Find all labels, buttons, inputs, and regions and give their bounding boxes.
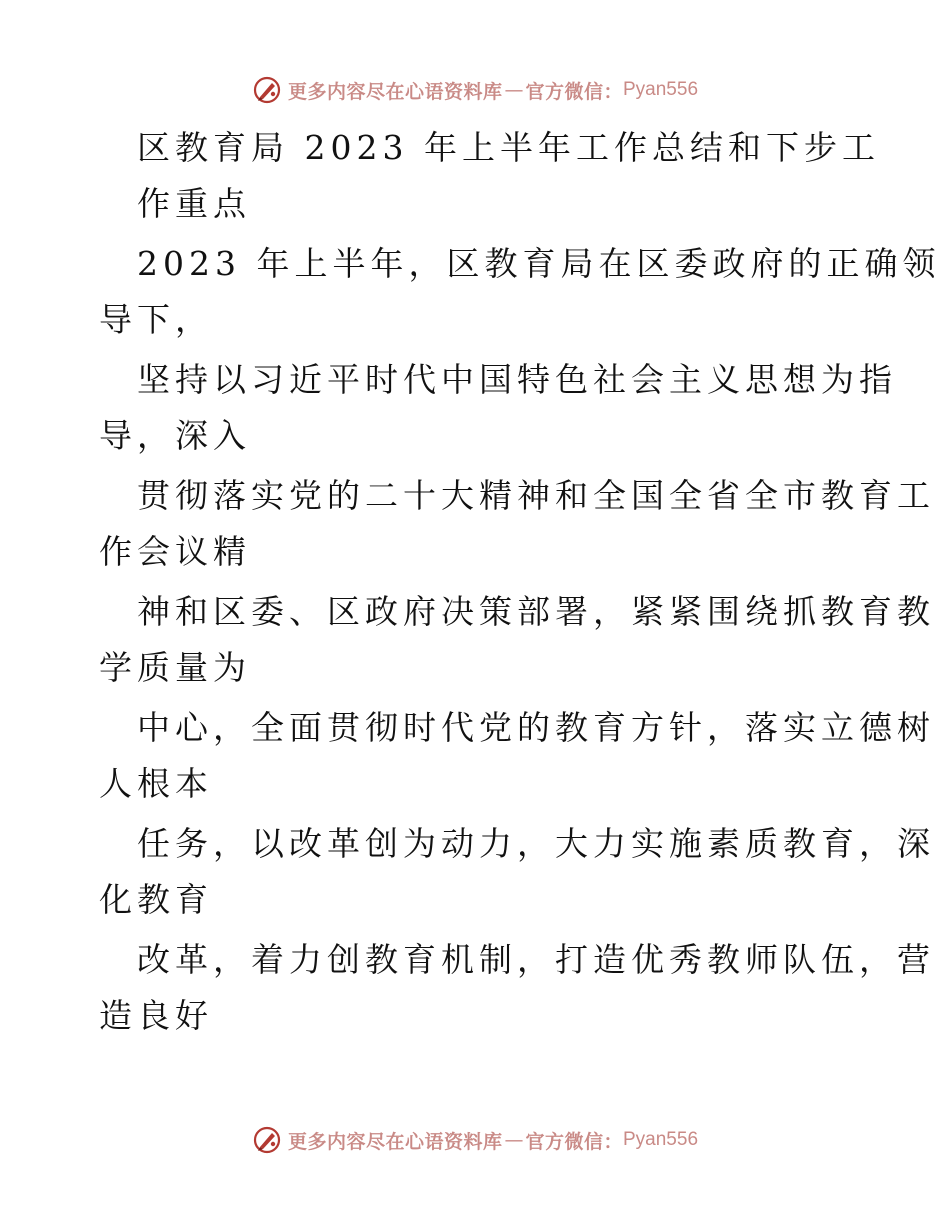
watermark-dash: — bbox=[504, 79, 524, 101]
watermark-banner-bottom bbox=[0, 1120, 950, 1160]
watermark-dash: — bbox=[504, 1129, 524, 1151]
paragraph-line: 神和区委、区政府决策部署，紧紧围绕抓教育教 bbox=[137, 592, 935, 631]
paragraph-line: 人根本 bbox=[99, 764, 213, 803]
watermark-text: 更多内容尽在心语资料库 bbox=[287, 1130, 503, 1153]
paragraph-line: 中心，全面贯彻时代党的教育方针，落实立德树 bbox=[137, 708, 935, 747]
watermark-id: Pyan556 bbox=[623, 79, 699, 100]
watermark-id: Pyan556 bbox=[623, 1129, 699, 1150]
paragraph-line: 作会议精 bbox=[99, 532, 251, 571]
watermark-text: 更多内容尽在心语资料库 bbox=[287, 80, 503, 103]
paragraph-line: 贯彻落实党的二十大精神和全国全省全市教育工 bbox=[137, 476, 935, 515]
paragraph-line: 导下， bbox=[99, 300, 213, 339]
paragraph-line: 2023 年上半年，区教育局在区委政府的正确领 bbox=[137, 244, 941, 283]
paragraph-line: 坚持以习近平时代中国特色社会主义思想为指 bbox=[137, 360, 897, 399]
paragraph-line: 造良好 bbox=[99, 996, 213, 1035]
paragraph-line: 学质量为 bbox=[99, 648, 251, 687]
paragraph-line: 化教育 bbox=[99, 880, 213, 919]
watermark-label: 官方微信： bbox=[525, 1130, 623, 1153]
pen-logo-icon bbox=[252, 75, 282, 105]
watermark-banner-top bbox=[0, 70, 950, 110]
paragraph-line: 任务，以改革创为动力，大力实施素质教育，深 bbox=[137, 824, 935, 863]
paragraph-line: 导，深入 bbox=[99, 416, 251, 455]
watermark-label: 官方微信： bbox=[525, 80, 623, 103]
paragraph-line: 改革，着力创教育机制，打造优秀教师队伍，营 bbox=[137, 940, 935, 979]
document-title-line-1: 区教育局 2023 年上半年工作总结和下步工 bbox=[137, 128, 880, 167]
pen-logo-icon bbox=[252, 1125, 282, 1155]
document-title-line-2: 作重点 bbox=[137, 184, 251, 223]
